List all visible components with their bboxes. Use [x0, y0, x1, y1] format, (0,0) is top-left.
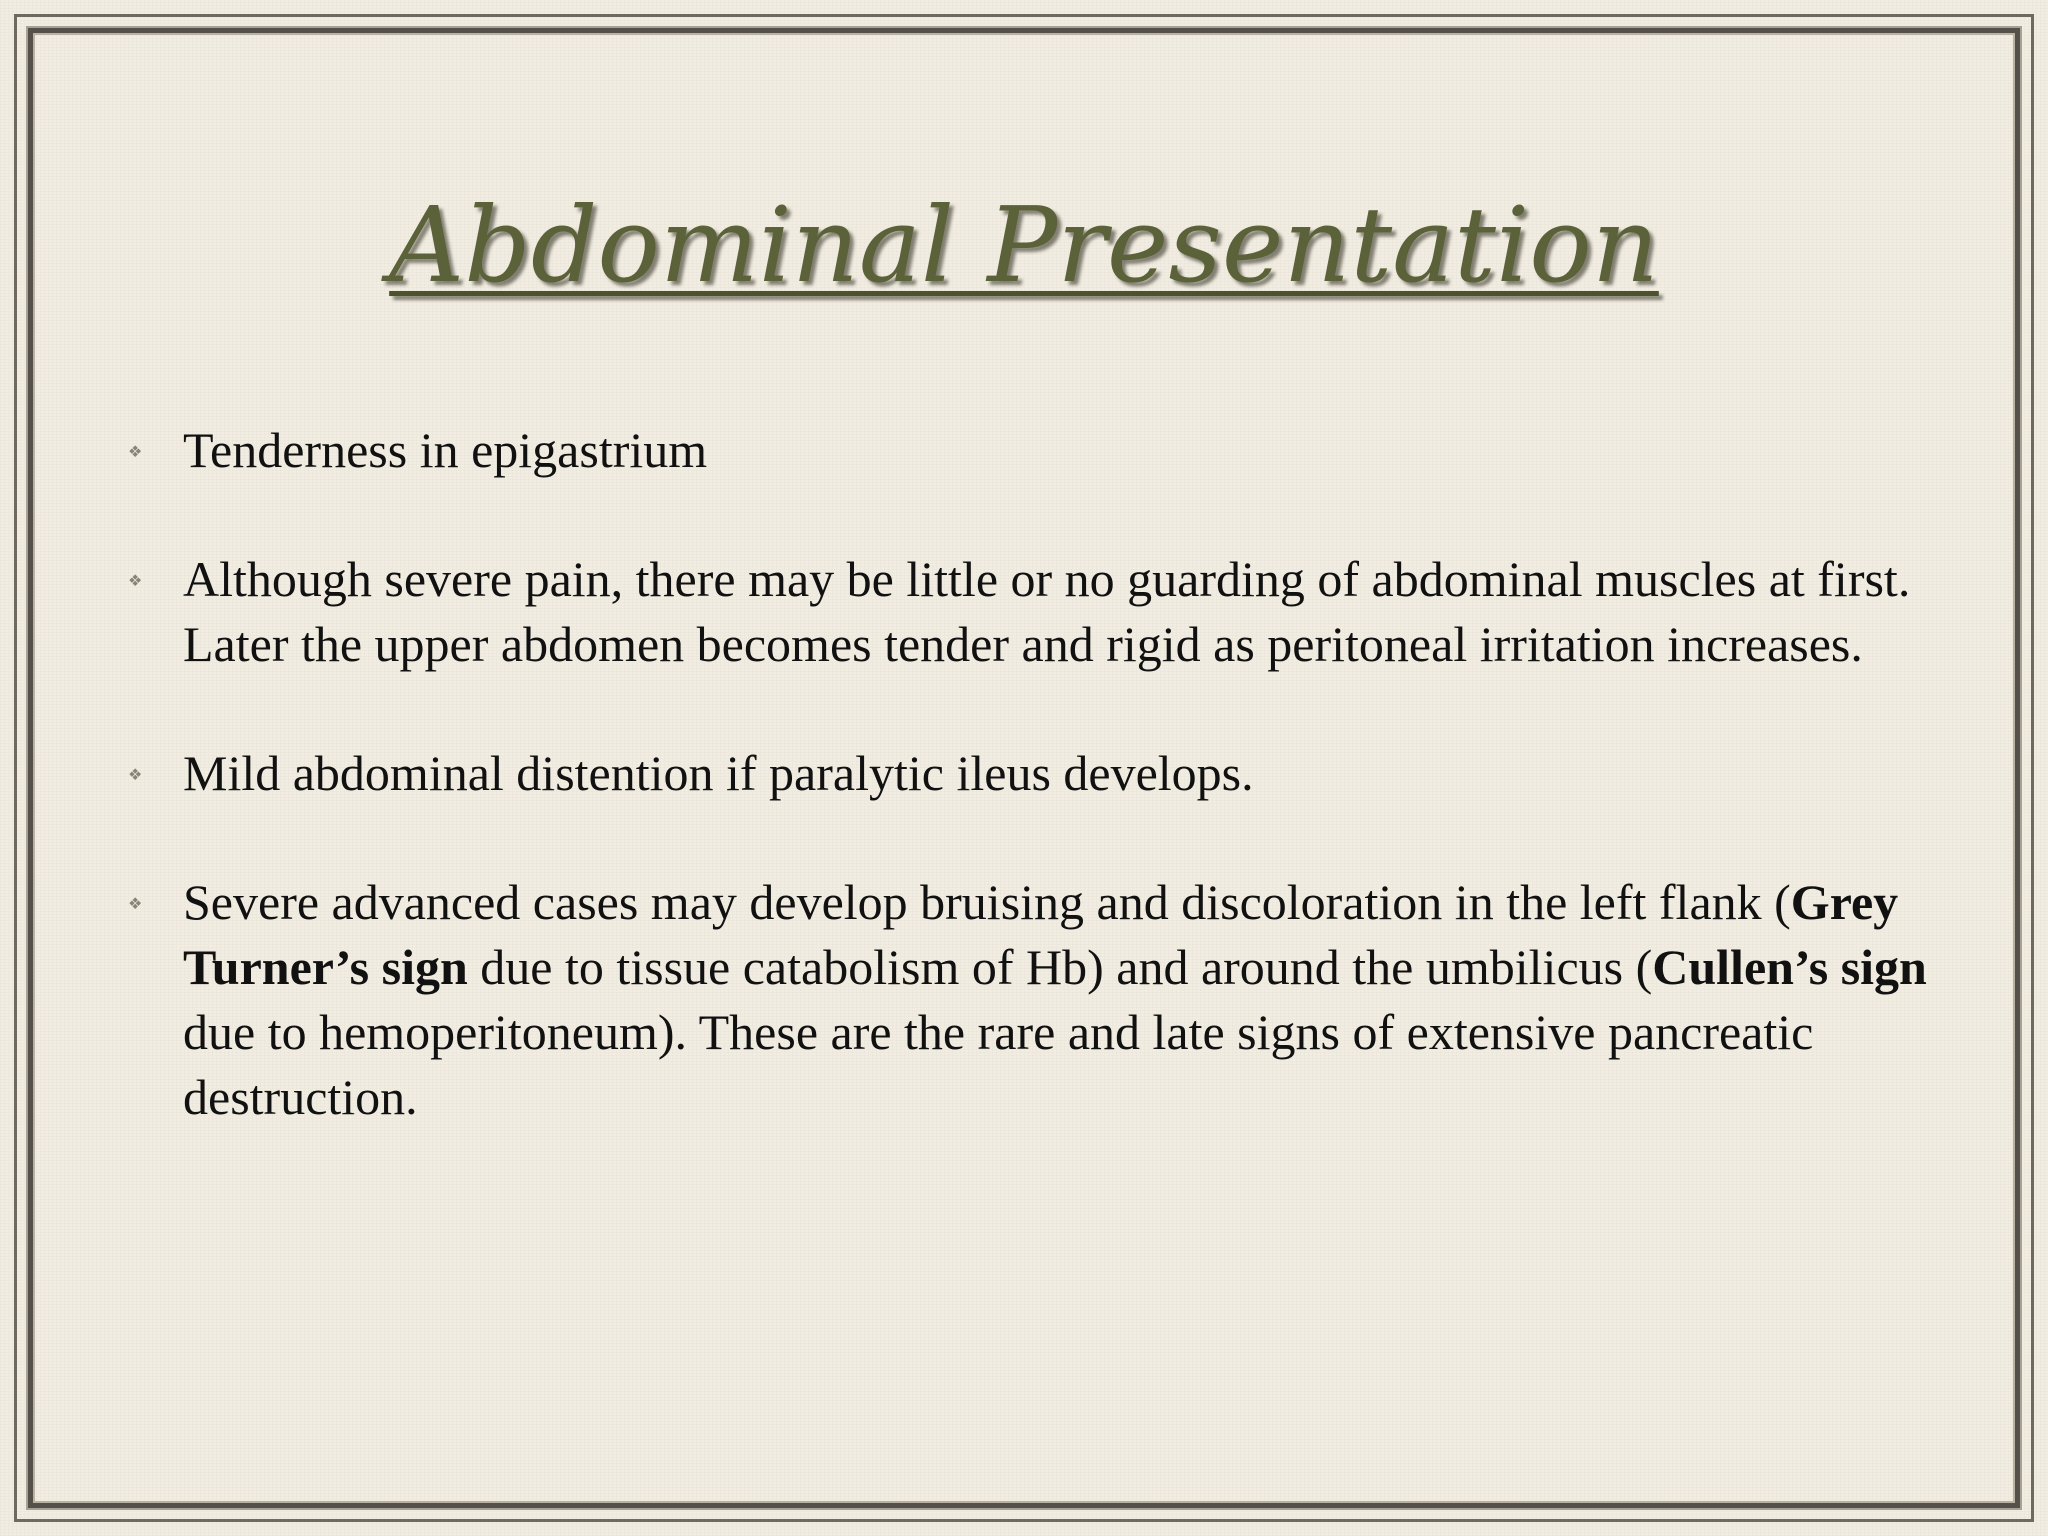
slide-title-text: Abdominal Presentation — [389, 184, 1659, 306]
bullet-item — [128, 547, 1928, 677]
diamond-bullet-icon: ❖ — [128, 571, 143, 590]
bullet-text-part: due to tissue catabolism of Hb) and around the umbilicus ( — [467, 939, 1653, 995]
bullet-item — [128, 741, 1928, 806]
slide-title — [0, 180, 2048, 310]
bullet-text — [183, 874, 1927, 1125]
bullet-text-part: Severe advanced cases may develop bruising and discoloration in the left flank ( — [183, 874, 1791, 930]
diamond-bullet-icon: ❖ — [128, 765, 143, 784]
bullet-list — [128, 418, 1928, 1194]
bullet-text-part: due to hemoperitoneum). These are the rare and late signs of extensive pancreatic destruction. — [183, 1004, 1814, 1125]
bullet-text: Mild abdominal distention if paralytic ileus develops. — [183, 745, 1254, 801]
bullet-item — [128, 418, 1928, 483]
bullet-item — [128, 870, 1928, 1130]
bullet-text: Although severe pain, there may be little or no guarding of abdominal muscles at first. Later the upper abdomen becomes tender and rigid as peritoneal irritation increases. — [183, 551, 1911, 672]
diamond-bullet-icon: ❖ — [128, 894, 143, 913]
cullens-sign-term: Cullen’s sign — [1652, 939, 1927, 995]
bullet-text: Tenderness in epigastrium — [183, 422, 708, 478]
diamond-bullet-icon: ❖ — [128, 442, 143, 461]
grey-turners-sign-term: Grey Turner’s sign — [183, 874, 1899, 995]
